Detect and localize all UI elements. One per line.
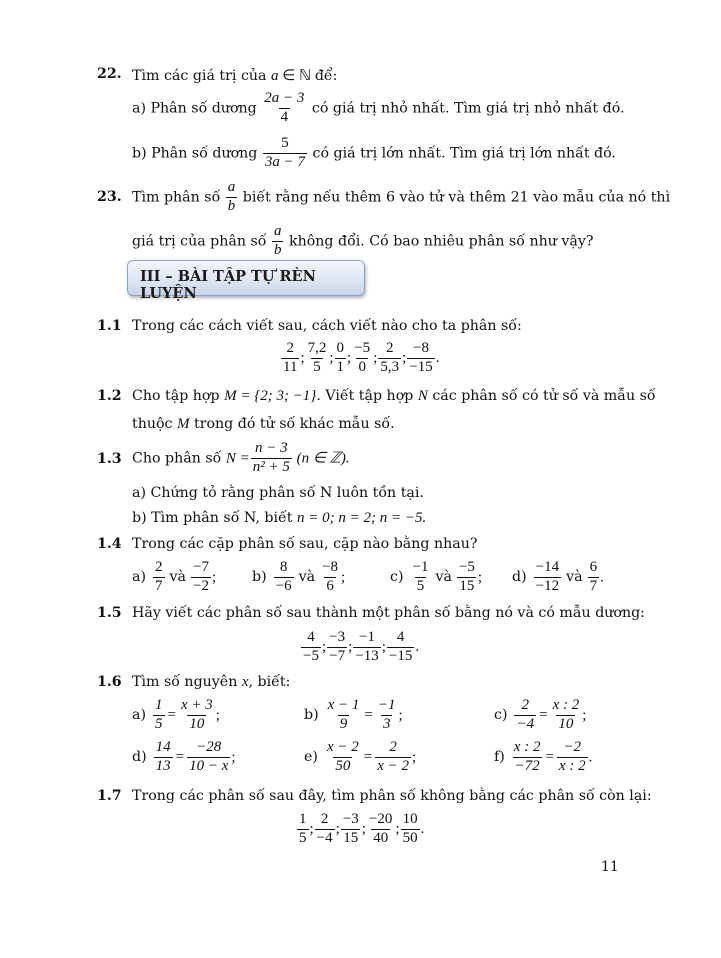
numerator: −28 — [196, 739, 222, 755]
part-tail: có giá trị lớn nhất. Tìm giá trị lớn nhất đó. — [308, 145, 616, 162]
pair-label: c) — [390, 569, 404, 586]
fraction — [154, 740, 173, 775]
numerator: −7 — [192, 559, 209, 575]
pair-label: a) — [132, 569, 146, 586]
numerator: −1 — [412, 559, 429, 575]
equation-item — [304, 698, 403, 733]
stem-text-end: để: — [314, 68, 338, 84]
variable-x: x — [241, 674, 249, 690]
separator: ; — [335, 820, 340, 837]
fraction — [153, 698, 165, 733]
punctuation: ; — [231, 749, 236, 766]
denominator: −5 — [303, 647, 319, 664]
fraction — [514, 698, 536, 733]
problem-22-number: 22. — [97, 66, 122, 82]
exercise-1-2-line-2 — [132, 416, 395, 433]
exercise-1-1-number: 1.1 — [97, 318, 122, 334]
fraction-a-over-b — [226, 180, 238, 215]
natural-set: ∈ ℕ — [278, 68, 315, 84]
denominator: 10 — [189, 715, 205, 732]
equation-item — [132, 698, 220, 733]
problem-23-line-1 — [132, 180, 670, 215]
fraction — [353, 630, 380, 665]
numerator: −2 — [563, 739, 582, 755]
problem-23-number: 23. — [97, 189, 122, 205]
exercise-1-7-number: 1.7 — [97, 788, 122, 804]
pair-item — [390, 560, 482, 595]
exercise-1-2-line-1 — [132, 388, 656, 405]
fraction — [179, 698, 215, 733]
separator: ; — [321, 638, 327, 655]
numerator: 7,2 — [307, 340, 327, 356]
fraction — [375, 740, 411, 775]
numerator: 2 — [286, 340, 294, 356]
separator: . — [415, 638, 420, 655]
stem-text: Tìm các giá trị của — [132, 68, 271, 84]
denominator: 5 — [299, 829, 307, 846]
numerator: 0 — [336, 340, 345, 356]
punctuation: ; — [211, 569, 217, 586]
variable-a: a — [271, 68, 279, 84]
denominator: 1 — [336, 358, 345, 375]
fraction — [326, 698, 362, 733]
numerator: 5 — [281, 135, 289, 151]
separator: ; — [381, 638, 386, 655]
equation-label: e) — [304, 749, 318, 766]
conjunction: và — [298, 569, 316, 586]
exercise-1-6-text — [132, 674, 290, 691]
denominator: 3 — [382, 715, 391, 732]
denominator: x : 2 — [558, 757, 586, 774]
fraction — [262, 91, 306, 126]
denominator: 7 — [155, 577, 163, 594]
exercise-1-3-stem — [132, 441, 350, 476]
denominator: 7 — [589, 577, 598, 594]
fraction — [325, 740, 361, 775]
fraction — [410, 560, 430, 595]
text: trong đó tử số khác mẫu số. — [189, 416, 395, 432]
punctuation: . — [588, 749, 593, 766]
equation-label: d) — [132, 749, 147, 766]
text: thuộc — [132, 416, 177, 432]
equals-sign: = — [364, 707, 373, 724]
numerator: −14 — [535, 559, 560, 575]
numerator: 2 — [385, 340, 394, 356]
numerator: 14 — [155, 739, 171, 755]
denominator: 10 — [558, 715, 574, 732]
set-N: N — [417, 388, 428, 404]
equation-item — [304, 740, 416, 775]
text: . Viết tập hợp — [316, 388, 418, 404]
equation-item — [494, 740, 592, 775]
exercise-1-6-number: 1.6 — [97, 674, 122, 690]
numerator: −5 — [354, 340, 371, 356]
punctuation: ; — [411, 749, 417, 766]
equation-label: b) — [304, 707, 319, 724]
numerator: −8 — [322, 559, 339, 575]
numerator: 6 — [589, 559, 598, 575]
separator: ; — [329, 349, 334, 366]
page-number: 11 — [601, 859, 619, 875]
equation-label: f) — [494, 749, 505, 766]
denominator: 50 — [402, 829, 418, 846]
exercise-1-4-text: Trong các cặp phân số sau, cặp nào bằng nhau? — [132, 536, 478, 552]
text: b) Tìm phân số N, biết — [132, 510, 297, 526]
exercise-1-3-part-a: a) Chứng tỏ rằng phân số N luôn tồn tại. — [132, 485, 424, 501]
text: giá trị của phân số — [132, 233, 271, 250]
set-M: M = {2; 3; −1} — [224, 388, 317, 404]
numerator: −3 — [329, 629, 346, 645]
punctuation: ; — [398, 707, 403, 724]
set-M: M — [176, 416, 190, 432]
numerator: 4 — [307, 629, 315, 645]
section-heading: III – BÀI TẬP TỰ RÈN LUYỆN — [140, 268, 316, 302]
denominator: n² + 5 — [252, 458, 290, 475]
text: Tìm số nguyên — [132, 674, 242, 690]
exercise-1-3-part-b — [132, 510, 426, 527]
punctuation: ; — [341, 569, 346, 586]
exercise-1-5-fractions — [300, 630, 419, 665]
numerator: 2a − 3 — [264, 90, 305, 106]
part-tail: có giá trị nhỏ nhất. Tìm giá trị nhỏ nhất đó. — [307, 100, 625, 117]
pair-item — [132, 560, 216, 595]
fraction — [376, 698, 398, 733]
fraction — [191, 560, 211, 595]
exercise-1-1-fractions — [280, 341, 440, 376]
denominator: b — [273, 241, 282, 258]
part-label: b) Phân số dương — [132, 145, 262, 162]
numerator: 2 — [320, 811, 329, 827]
exercise-1-1-text: Trong các cách viết sau, cách viết nào cho ta phân số: — [132, 318, 522, 334]
numerator: 1 — [155, 697, 163, 713]
fraction — [588, 560, 600, 595]
exercise-1-4-number: 1.4 — [97, 536, 122, 552]
fraction-a-over-b — [272, 224, 284, 259]
separator: ; — [361, 820, 366, 837]
exercise-1-2-number: 1.2 — [97, 388, 122, 404]
fraction — [274, 560, 294, 595]
separator: ; — [300, 349, 305, 366]
equation-label: c) — [494, 707, 508, 724]
pair-item — [252, 560, 345, 595]
punctuation: ; — [477, 569, 483, 586]
numerator: 8 — [279, 559, 288, 575]
problem-22-part-b — [132, 136, 616, 171]
denominator: 5 — [313, 358, 321, 375]
numerator: a — [273, 223, 282, 239]
equals-sign: = — [175, 749, 185, 766]
denominator: 9 — [339, 715, 348, 732]
fraction — [335, 341, 347, 376]
fraction — [407, 341, 434, 376]
equals-sign: = — [539, 707, 548, 724]
numerator: x : 2 — [552, 697, 580, 713]
fraction — [315, 812, 335, 847]
numerator: 4 — [396, 629, 405, 645]
fraction — [387, 630, 414, 665]
numerator: x + 3 — [180, 697, 213, 713]
numerator: −5 — [458, 559, 475, 575]
text: biết rằng nếu thêm 6 vào tử và thêm 21 vào mẫu của nó thì — [238, 189, 671, 206]
numerator: 2 — [155, 559, 163, 575]
text: , biết: — [248, 674, 291, 690]
numerator: −20 — [368, 811, 393, 827]
fraction — [153, 560, 165, 595]
problem-22-stem — [132, 66, 337, 85]
punctuation: . — [600, 569, 604, 586]
conjunction: và — [435, 569, 452, 586]
separator: ; — [402, 349, 407, 366]
punctuation: ; — [582, 707, 587, 724]
conjunction: và — [566, 569, 583, 586]
text: các phân số có tử số và mẫu số — [427, 388, 656, 404]
text: Cho phân số — [132, 450, 226, 467]
separator: ; — [373, 349, 378, 366]
numerator: −8 — [413, 340, 429, 356]
values: n = 0; n = 2; n = −5. — [296, 510, 427, 526]
equals-sign: = — [363, 749, 373, 766]
fraction — [306, 341, 329, 376]
fraction — [551, 698, 582, 733]
denominator: b — [227, 197, 236, 214]
denominator: 0 — [358, 358, 366, 375]
numerator: 1 — [299, 811, 307, 827]
exercise-1-7-fractions — [296, 812, 424, 847]
denominator: 15 — [459, 577, 475, 594]
pair-label: b) — [252, 569, 267, 586]
fraction — [534, 560, 561, 595]
fraction — [378, 341, 401, 376]
numerator: n − 3 — [254, 440, 288, 456]
lhs: N = — [225, 450, 250, 467]
numerator: x − 1 — [327, 697, 360, 713]
denominator: x − 2 — [377, 757, 409, 774]
part-label: a) Phân số dương — [132, 100, 262, 117]
separator: ; — [347, 349, 352, 366]
text: Tìm phân số — [132, 189, 225, 206]
denominator: −2 — [192, 577, 209, 594]
denominator: 5,3 — [380, 358, 400, 375]
separator: ; — [309, 820, 314, 837]
exercise-1-7-text: Trong các phân số sau đây, tìm phân số không bằng các phân số còn lại: — [132, 788, 652, 804]
separator: . — [420, 820, 425, 837]
exercise-1-3-number: 1.3 — [97, 451, 122, 467]
fraction — [301, 630, 321, 665]
condition: (n ∈ ℤ). — [292, 450, 350, 467]
equation-item — [132, 740, 236, 775]
fraction — [352, 341, 372, 376]
fraction — [187, 740, 230, 775]
denominator: 13 — [155, 757, 171, 774]
denominator: 4 — [280, 108, 289, 125]
equation-item — [494, 698, 586, 733]
denominator: −7 — [329, 647, 346, 664]
denominator: 5 — [155, 715, 163, 732]
denominator: −72 — [514, 757, 540, 774]
separator: ; — [348, 638, 353, 655]
fraction — [327, 630, 347, 665]
denominator: −12 — [535, 577, 560, 594]
exercise-1-5-number: 1.5 — [97, 605, 122, 621]
problem-22-part-a — [132, 91, 625, 126]
denominator: 11 — [283, 358, 298, 375]
pair-label: d) — [512, 569, 527, 586]
denominator: −6 — [275, 577, 292, 594]
problem-23-line-2 — [132, 224, 593, 259]
numerator: 2 — [389, 739, 397, 755]
fraction — [367, 812, 394, 847]
numerator: x : 2 — [513, 739, 541, 755]
numerator: −3 — [342, 811, 359, 827]
numerator: −1 — [377, 697, 396, 713]
fraction — [297, 812, 309, 847]
denominator: 5 — [416, 577, 425, 594]
fraction — [457, 560, 477, 595]
fraction — [281, 341, 299, 376]
text: Cho tập hợp — [132, 388, 225, 404]
numerator: 10 — [402, 811, 418, 827]
equation-label: a) — [132, 707, 146, 724]
equals-sign: = — [167, 707, 176, 724]
punctuation: ; — [215, 707, 220, 724]
numerator: a — [227, 179, 236, 195]
fraction — [341, 812, 361, 847]
denominator: −15 — [409, 358, 433, 375]
fraction — [251, 441, 292, 476]
denominator: 50 — [335, 757, 351, 774]
separator: ; — [395, 820, 400, 837]
exercise-1-5-text: Hãy viết các phân số sau thành một phân số bằng nó và có mẫu dương: — [132, 605, 645, 621]
denominator: 40 — [373, 829, 389, 846]
denominator: −4 — [516, 715, 535, 732]
denominator: 10 − x — [189, 757, 229, 774]
fraction — [557, 740, 588, 775]
numerator: x − 2 — [326, 739, 359, 755]
fraction — [401, 812, 420, 847]
denominator: 6 — [326, 577, 334, 594]
denominator: 15 — [343, 829, 359, 846]
denominator: 3a − 7 — [264, 153, 306, 170]
denominator: −13 — [355, 647, 379, 664]
denominator: −15 — [388, 647, 413, 664]
section-heading-box — [127, 260, 365, 302]
conjunction: và — [169, 569, 186, 586]
numerator: −1 — [359, 629, 375, 645]
denominator: −4 — [316, 829, 333, 846]
numerator: 2 — [521, 697, 530, 713]
text: không đổi. Có bao nhiêu phân số như vậy? — [284, 233, 594, 250]
equals-sign: = — [545, 749, 554, 766]
fraction — [512, 740, 543, 775]
fraction — [263, 136, 307, 171]
separator: . — [435, 349, 440, 366]
fraction — [320, 560, 340, 595]
pair-item — [512, 560, 604, 595]
